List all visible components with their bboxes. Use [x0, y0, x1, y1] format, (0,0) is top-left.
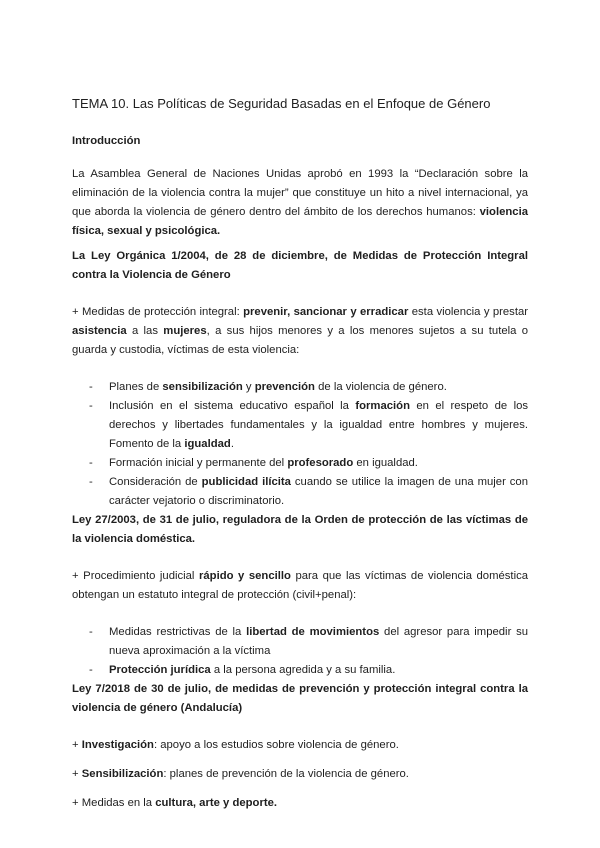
law1-heading: La Ley Orgánica 1/2004, de 28 de diciembre, de Medidas de Protección Integral contra la Violencia de Género [72, 250, 528, 281]
law2-paragraph: + Procedimiento judicial rápido y sencillo para que las víctimas de violencia doméstica obtengan un estatuto integral de protección (civil+penal): [72, 570, 529, 601]
law3-line-cultura: + Medidas en la cultura, arte y deporte. [72, 797, 278, 809]
intro-heading: Introducción [72, 135, 141, 147]
law3-line-sensibilizacion: + Sensibilización: planes de prevención de la violencia de género. [72, 768, 409, 780]
law1-paragraph: + Medidas de protección integral: prevenir, sancionar y erradicar esta violencia y prestar asistencia a las mujeres, a sus hijos menores y a los menores sujetos a su tutela o guarda y custodia, víctimas de esta violencia: [72, 306, 529, 356]
list-item: - Protección jurídica a la persona agredida y a su familia. [89, 664, 396, 676]
list-item: - Formación inicial y permanente del profesorado en igualdad. [89, 457, 418, 469]
list-item: - Inclusión en el sistema educativo español la formación en el respeto de los derechos y libertades fundamentales y la igualdad entre hombres y mujeres. Fomento de la igualdad. [89, 400, 529, 450]
document-page [72, 94, 528, 813]
list-item: - Consideración de publicidad ilícita cuando se utilice la imagen de una mujer con carácter vejatorio o discriminatorio. [89, 476, 528, 507]
intro-paragraph [72, 165, 528, 241]
law3-line-investigacion: + Investigación: apoyo a los estudios sobre violencia de género. [72, 739, 399, 751]
list-item: - Planes de sensibilización y prevención de la violencia de género. [89, 381, 447, 393]
list-item: - Medidas restrictivas de la libertad de movimientos del agresor para impedir su nueva aproximación a la víctima [89, 626, 529, 657]
law3-heading: Ley 7/2018 de 30 de julio, de medidas de prevención y protección integral contra la violencia de género (Andalucía) [72, 683, 528, 714]
intro-text: La Asamblea General de Naciones Unidas aprobó en 1993 la “Declaración sobre la eliminación de la violencia contra la mujer” que constituye un hito a nivel internacional, ya que aborda la violencia de género dentro del ámbito de los derechos humanos: [72, 168, 528, 218]
law2-measures-list [72, 623, 528, 680]
intro-text-bold: violencia física, sexual y psicológica. [72, 206, 528, 237]
page-title: TEMA 10. Las Políticas de Seguridad Basadas en el Enfoque de Género [72, 96, 491, 111]
law1-measures-list [72, 378, 528, 511]
law2-heading: Ley 27/2003, de 31 de julio, reguladora de la Orden de protección de las víctimas de la violencia doméstica. [72, 514, 528, 545]
